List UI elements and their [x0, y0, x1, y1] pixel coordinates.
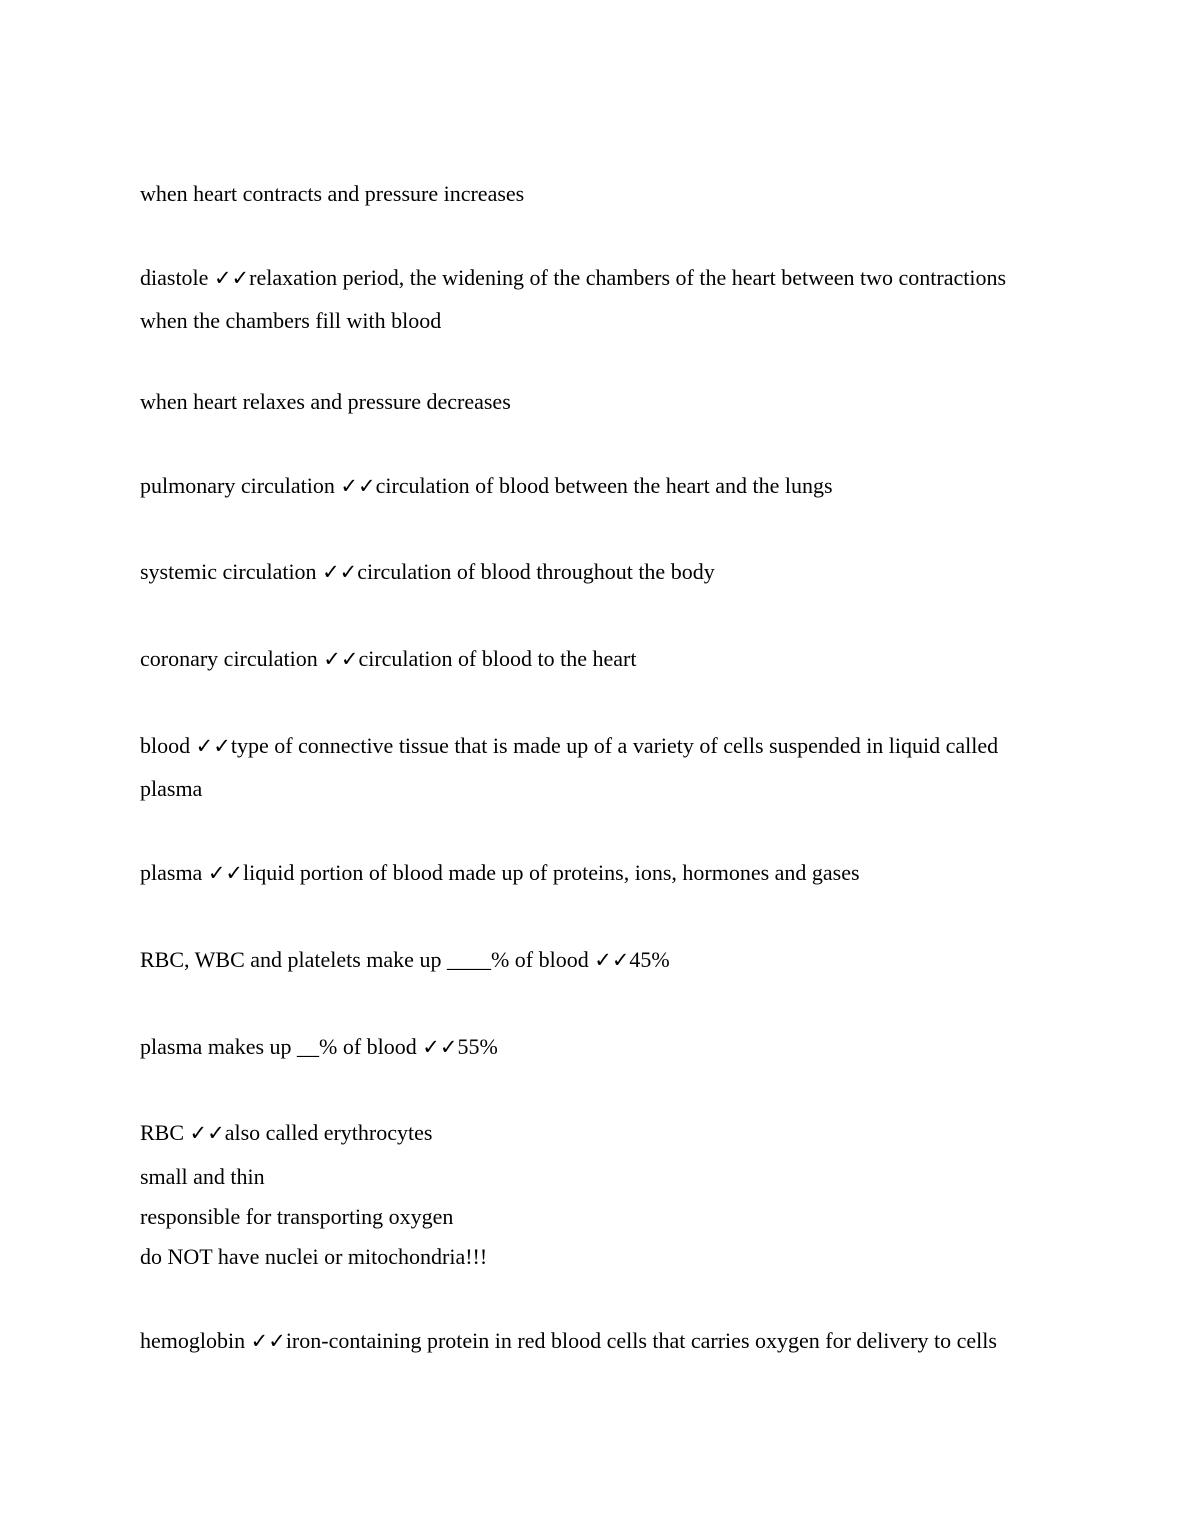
term-entry-rbc-wbc-platelets [140, 946, 670, 974]
double-check-icon: ✓✓ [422, 1035, 458, 1059]
text-line: when heart relaxes and pressure decreases [140, 389, 511, 414]
definition-line: small and thin [140, 1164, 265, 1189]
definition: 55% [457, 1034, 498, 1059]
definition-continuation: plasma [140, 776, 203, 801]
definition: 45% [629, 947, 670, 972]
double-check-icon: ✓✓ [323, 647, 359, 671]
term: pulmonary circulation [140, 473, 341, 498]
double-check-icon: ✓✓ [207, 861, 244, 885]
double-check-icon: ✓✓ [213, 266, 250, 290]
definition-line: do NOT have nuclei or mitochondria!!! [140, 1244, 488, 1269]
term-entry-plasma-percent [140, 1033, 498, 1061]
term: RBC, WBC and platelets make up ____% of blood [140, 947, 595, 972]
term: RBC [140, 1120, 190, 1145]
definition: liquid portion of blood made up of proteins, ions, hormones and gases [243, 860, 860, 885]
text-line: when heart contracts and pressure increases [140, 181, 525, 206]
term-entry-systemic-circulation [140, 558, 715, 586]
double-check-icon: ✓✓ [195, 734, 231, 758]
definition: iron-containing protein in red blood cells that carries oxygen for delivery to cells [285, 1328, 997, 1353]
definition: type of connective tissue that is made up of a variety of cells suspended in liquid called [230, 733, 999, 758]
double-check-icon: ✓✓ [189, 1121, 225, 1145]
definition: circulation of blood between the heart and the lungs [375, 473, 833, 498]
term: diastole [140, 265, 214, 290]
term-entry-plasma [140, 859, 860, 887]
term: systemic circulation [140, 559, 323, 584]
term: hemoglobin [140, 1328, 251, 1353]
term-entry-rbc [140, 1119, 432, 1147]
double-check-icon: ✓✓ [340, 474, 376, 498]
double-check-icon: ✓✓ [594, 948, 630, 972]
definition-continuation: when the chambers fill with blood [140, 308, 442, 333]
double-check-icon: ✓✓ [322, 560, 358, 584]
definition-line: responsible for transporting oxygen [140, 1204, 454, 1229]
term: plasma [140, 860, 208, 885]
term-entry-pulmonary-circulation [140, 472, 833, 500]
definition: also called erythrocytes [224, 1120, 433, 1145]
term: plasma makes up __% of blood [140, 1034, 423, 1059]
term: blood [140, 733, 196, 758]
term-entry-diastole [140, 264, 1006, 292]
term-entry-blood [140, 732, 998, 760]
double-check-icon: ✓✓ [250, 1329, 286, 1353]
term: coronary circulation [140, 646, 324, 671]
term-entry-coronary-circulation [140, 645, 636, 673]
definition: circulation of blood to the heart [358, 646, 637, 671]
term-entry-hemoglobin [140, 1327, 997, 1355]
definition: relaxation period, the widening of the chambers of the heart between two contractions [249, 265, 1007, 290]
definition: circulation of blood throughout the body [357, 559, 715, 584]
